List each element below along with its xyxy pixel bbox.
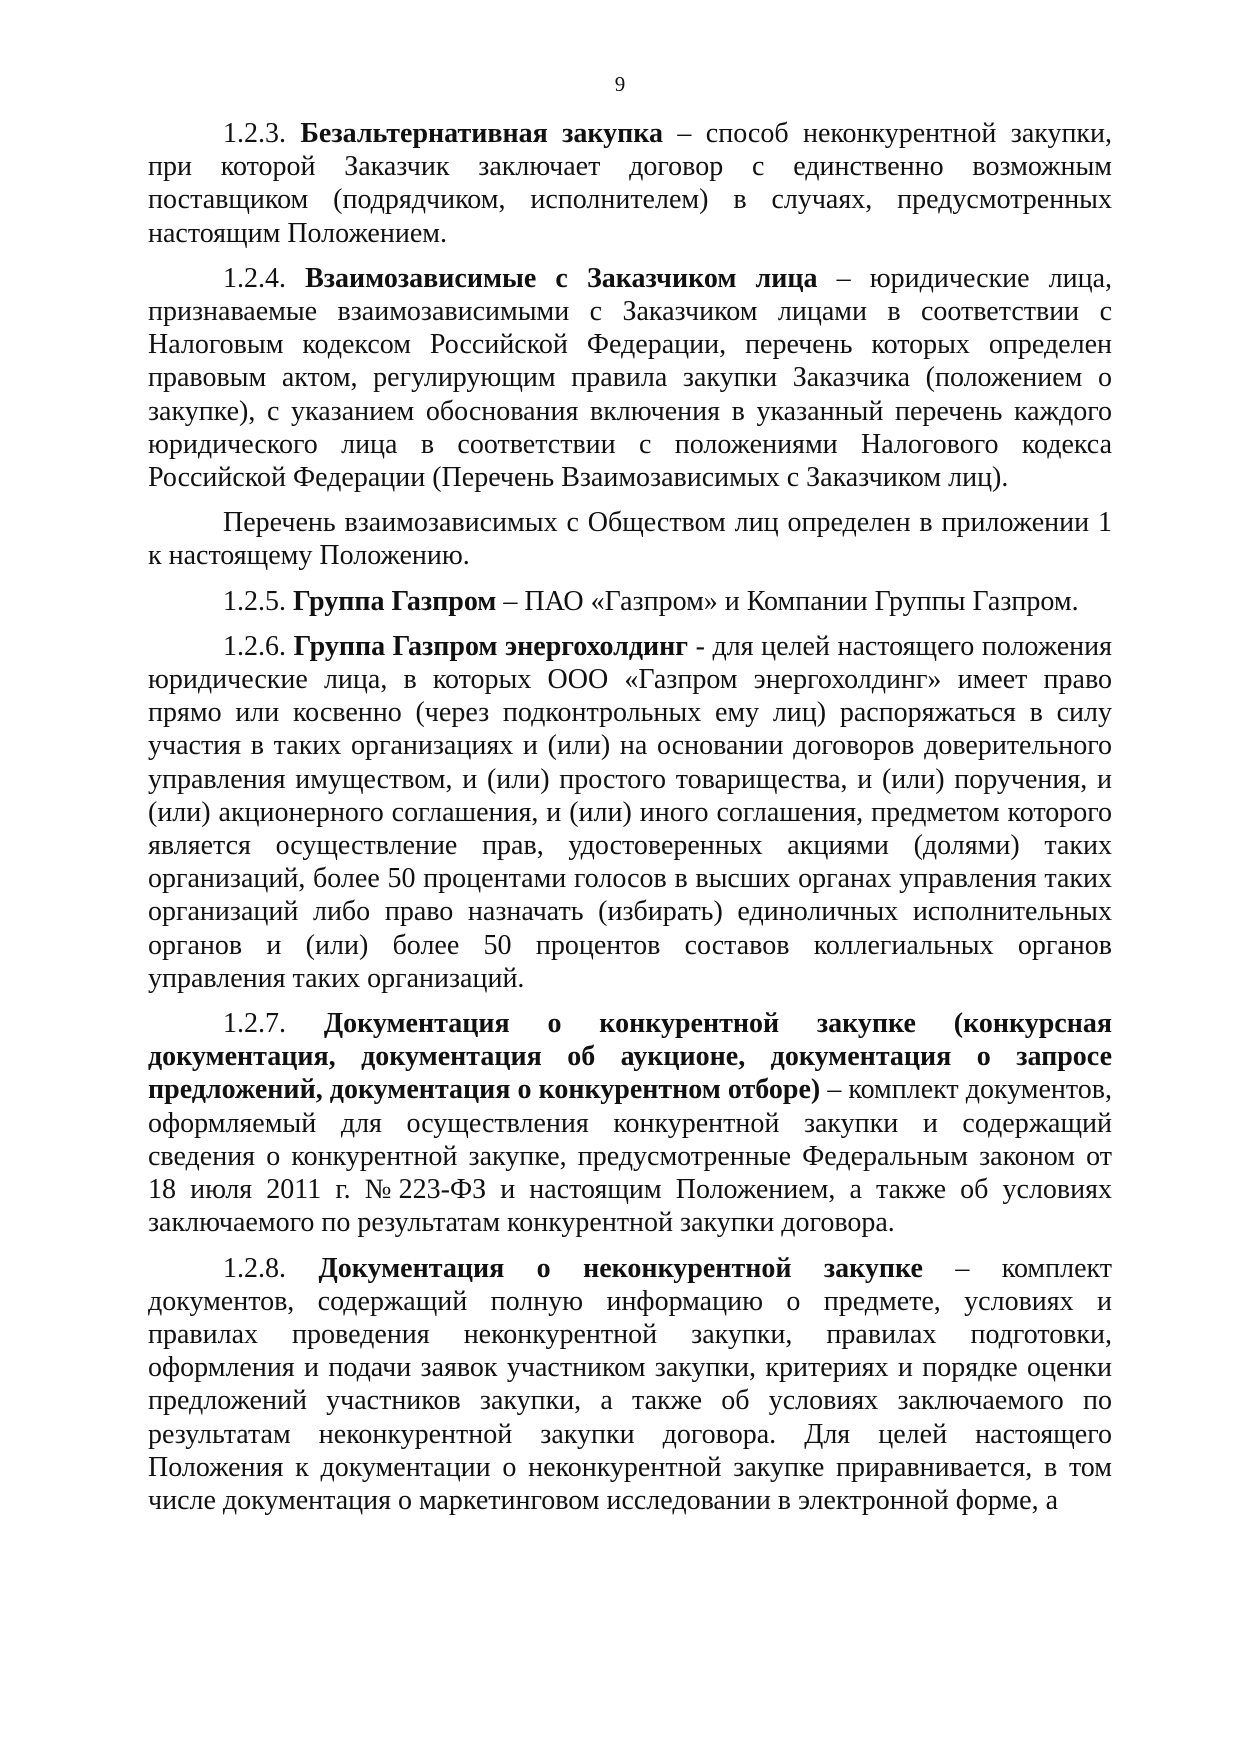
clause-term: Группа Газпром [293,585,497,617]
clause-number: 1.2.3. [223,118,286,149]
clause-term: Документация о конкурентной закупке (конкурсная документация, документация об аукционе, документация о запросе предложений, документация о конкурентном отборе) [148,1008,1112,1106]
document-body [148,117,1112,1529]
clause-number: 1.2.8. [223,1252,286,1284]
clause-1-2-6 [148,630,1112,995]
page-number: 9 [614,72,626,96]
clause-1-2-4-note [148,506,1112,572]
clause-term: Безальтернативная закупка [300,118,663,149]
clause-text: – юридические лица, признаваемые взаимозависимыми с Заказчиком лицами в соответствии с Налоговым кодексом Российской Федерации, перечень которых определен правовым актом, регулирующим правила закупки Заказчика (положением о закупке), с указанием обоснования включения в указанный перечень каждого юридического лица в соответствии с положениями Налогового кодекса Российской Федерации (Перечень Взаимозависимых с Заказчиком лиц). [148,262,1113,494]
clause-1-2-4 [148,262,1112,494]
clause-number: 1.2.7. [223,1008,286,1040]
clause-1-2-7 [148,1007,1112,1239]
clause-term: Документация о неконкурентной закупке [318,1252,923,1284]
clause-term: Группа Газпром энергохолдинг [293,630,689,662]
clause-1-2-5 [148,585,1112,618]
clause-1-2-3 [148,117,1112,250]
clause-1-2-8 [148,1252,1112,1518]
clause-number: 1.2.4. [223,262,286,294]
clause-text: – ПАО «Газпром» и Компании Группы Газпром. [496,585,1079,617]
clause-term: Взаимозависимые с Заказчиком лица [305,262,818,294]
clause-text: – комплект документов, оформляемый для осуществления конкурентной закупки и содержащий сведения о конкурентной закупке, предусмотренные Федеральным законом от 18 июля 2011 г. №223-ФЗ и настоящим Положением, а также об условиях заключаемого по результатам конкурентной закупки договора. [148,1074,1113,1239]
clause-text: Перечень взаимозависимых с Обществом лиц определен в приложении 1 к настоящему Положению. [148,507,1112,572]
clause-text: – способ неконкурентной закупки, при которой Заказчик заключает договор с единственно возможным поставщиком (подрядчиком, исполнителем) в случаях, предусмотренных настоящим Положением. [148,118,1113,249]
clause-number: 1.2.6. [223,630,286,662]
clause-number: 1.2.5. [223,585,286,617]
clause-text: - для целей настоящего положения юридические лица, в которых ООО «Газпром энергохолдинг» имеет право прямо или косвенно (через подконтрольных ему лиц) распоряжаться в силу участия в таких организациях и (или) на основании договоров доверительного управления имуществом, и (или) простого товарищества, и (или) поручения, и (или) акционерного соглашения, и (или) иного соглашения, предметом которого является осуществление прав, удостоверенных акциями (долями) таких организаций, более 50 процентами голосов в высших органах управления таких организаций либо право назначать (избирать) единоличных исполнительных органов и (или) более 50 процентов составов коллегиальных органов управления таких организаций. [148,630,1112,994]
clause-text: – комплект документов, содержащий полную информацию о предмете, условиях и правилах проведения неконкурентной закупки, правилах подготовки, оформления и подачи заявок участником закупки, критериях и порядке оценки предложений участников закупки, а также об условиях заключаемого по результатам неконкурентной закупки договора. Для целей настоящего Положения к документации о неконкурентной закупке приравнивается, в том числе документация о маркетинговом исследовании в электронной форме, а [148,1252,1112,1516]
